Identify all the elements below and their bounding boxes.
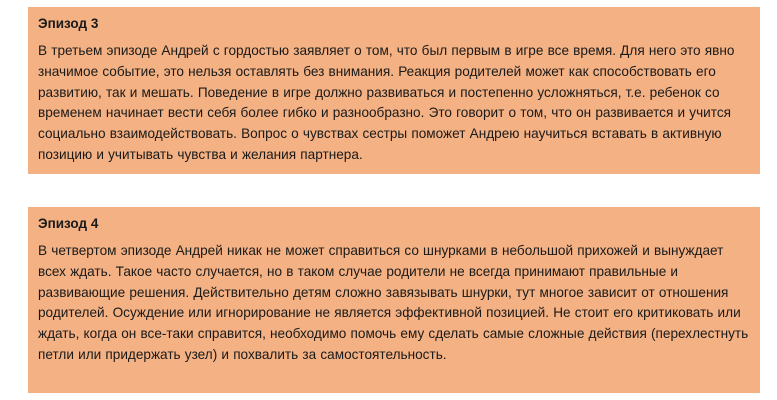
episode-4-text: В четвертом эпизоде Андрей никак не может справиться со шнурками в небольшой прихожей и вынуждает всех ждать. Такое часто случается, но в таком случае родители не всегда принимают правильные и развивающие решения. Действительно детям сложно завязывать шнурки, тут многое зависит от отношения родителей. Осуждение или игнорирование не является эффективной позицией. Не стоит его критиковать или ждать, когда он все-таки справится, необходимо помочь ему сделать самые сложные действия (перехлестнуть петли или придержать узел) и похвалить за самостоятельность. xyxy=(38,243,749,362)
episode-3-text: В третьем эпизоде Андрей с гордостью заявляет о том, что был первым в игре все время. Для него это явно значимое событие, это нельзя оставлять без внимания. Реакция родителей может как способствовать его развитию, так и мешать. Поведение в игре должно развиваться и постепенно усложняться, т.е. ребенок со временем начинает вести себя более гибко и разнообразно. Это говорит о том, что он развивается и учится социально взаимодействовать. Вопрос о чувствах сестры поможет Андрею научиться вставать в активную позицию и учитывать чувства и желания партнера. xyxy=(38,43,735,162)
episode-4-box xyxy=(28,207,760,393)
episode-4-title: Эпизод 4 xyxy=(38,216,99,231)
episode-3-box xyxy=(28,7,760,174)
episode-3-title: Эпизод 3 xyxy=(38,16,99,31)
